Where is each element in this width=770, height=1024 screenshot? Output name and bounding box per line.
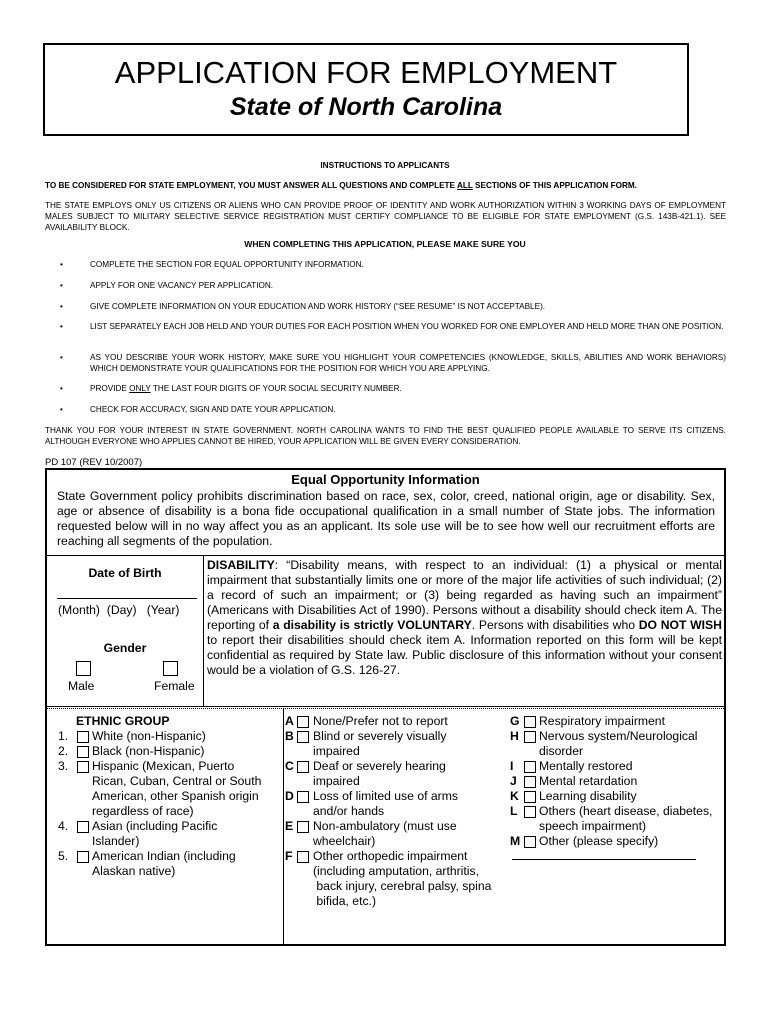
list-item-marker: M	[510, 834, 521, 848]
ssn-underlined: ONLY	[129, 384, 151, 393]
option-checkbox[interactable]	[524, 716, 536, 728]
bullet-text: APPLY FOR ONE VACANCY PER APPLICATION.	[90, 281, 274, 290]
bullet-icon: •	[60, 322, 63, 331]
divider	[47, 708, 724, 709]
option-label: Learning disability	[539, 789, 637, 803]
option-label: regardless of race)	[92, 804, 194, 818]
option-checkbox[interactable]	[297, 716, 309, 728]
divider	[47, 706, 724, 707]
option-label: Alaskan native)	[92, 864, 176, 878]
option-label: American Indian (including	[92, 849, 236, 863]
gender-label: Gender	[103, 641, 147, 655]
dob-format-label: (Month) (Day) (Year)	[58, 603, 180, 617]
option-label: Deaf or severely hearing	[313, 759, 446, 773]
male-checkbox[interactable]	[76, 661, 91, 676]
list-item-marker: L	[510, 804, 518, 818]
option-label: wheelchair)	[313, 834, 376, 848]
list-item-marker: K	[510, 789, 519, 803]
list-item-marker: A	[285, 714, 294, 728]
option-checkbox[interactable]	[297, 731, 309, 743]
bullet-icon: •	[60, 353, 63, 362]
option-checkbox[interactable]	[524, 776, 536, 788]
option-label: Others (heart disease, diabetes,	[539, 804, 713, 818]
bullet-text: LIST SEPARATELY EACH JOB HELD AND YOUR DUTIES FOR EACH POSITION WHEN YOU WORKED FOR ONE EMPLOYER AND HELD MORE THAN ONE POSITION.	[90, 322, 724, 331]
list-item-marker: 1.	[58, 729, 69, 743]
other-specify-field[interactable]	[512, 859, 696, 860]
list-item	[60, 259, 726, 271]
list-item-marker: C	[285, 759, 294, 773]
list-item-marker: I	[510, 759, 514, 773]
option-checkbox[interactable]	[77, 746, 89, 758]
female-label: Female	[154, 679, 195, 693]
instructions-line1-underlined: ALL	[456, 181, 473, 190]
ssn-tail: THE LAST FOUR DIGITS OF YOUR SOCIAL SECURITY NUMBER.	[150, 384, 402, 393]
option-label: impaired	[313, 774, 360, 788]
option-checkbox[interactable]	[77, 821, 89, 833]
list-item	[60, 321, 726, 345]
list-item-marker: 2.	[58, 744, 69, 758]
list-item-marker: B	[285, 729, 294, 743]
option-checkbox[interactable]	[297, 761, 309, 773]
bullet-icon: •	[60, 302, 63, 311]
list-item-marker: F	[285, 849, 293, 863]
page-subtitle: State of North Carolina	[229, 93, 503, 121]
disability-label: DISABILITY	[207, 558, 275, 572]
thank-you-text: THANK YOU FOR YOUR INTEREST IN STATE GOVERNMENT. NORTH CAROLINA WANTS TO FIND THE BEST QUALIFIED PEOPLE AVAILABLE TO SERVE ITS CITIZENS. ALTHOUGH EVERYONE WHO APPLIES CANNOT BE HIRED, YOUR APPLICATION WILL BE GIVEN EVERY CONSIDERATION.	[45, 426, 726, 446]
bullet-text: AS YOU DESCRIBE YOUR WORK HISTORY, MAKE SURE YOU HIGHLIGHT YOUR COMPETENCIES (KNOWLEDGE, SKILLS, ABILITIES AND WORK BEHAVIORS) WHICH DEMONSTRATE YOUR QUALIFICATIONS FOR THE POSITION FOR WHICH YOU ARE APPLYING.	[90, 353, 726, 373]
option-checkbox[interactable]	[77, 761, 89, 773]
instructions-heading: INSTRUCTIONS TO APPLICANTS	[320, 161, 450, 170]
list-item-marker: 3.	[58, 759, 69, 773]
date-of-birth-field[interactable]	[57, 598, 197, 599]
option-checkbox[interactable]	[524, 836, 536, 848]
option-label: Nervous system/Neurological	[539, 729, 698, 743]
list-item	[60, 383, 726, 395]
instructions-line1-text: TO BE CONSIDERED FOR STATE EMPLOYMENT, YOU MUST ANSWER ALL QUESTIONS AND COMPLETE	[45, 181, 457, 190]
option-label: and/or hands	[313, 804, 385, 818]
list-item-marker: E	[285, 819, 294, 833]
list-item-marker: D	[285, 789, 294, 803]
option-checkbox[interactable]	[297, 851, 309, 863]
bullet-icon: •	[60, 405, 63, 414]
instructions-subheading: WHEN COMPLETING THIS APPLICATION, PLEASE MAKE SURE YOU	[244, 239, 526, 249]
option-label: Respiratory impairment	[539, 714, 665, 728]
divider	[47, 555, 724, 556]
bullet-icon: •	[60, 384, 63, 393]
disability-text-mid: . Persons with disabilities who	[471, 618, 639, 632]
option-label: Islander)	[92, 834, 140, 848]
option-label: Mentally restored	[539, 759, 633, 773]
option-checkbox[interactable]	[524, 806, 536, 818]
ethnic-group-label: ETHNIC GROUP	[76, 714, 170, 728]
female-checkbox[interactable]	[163, 661, 178, 676]
option-label: Loss of limited use of arms	[313, 789, 458, 803]
option-label: Mental retardation	[539, 774, 638, 788]
disability-text-tail: to report their disabilities should check item A. Information reported on this form will be kept confidential as required by State law. Public disclosure of this information without your consent would be a violation of G.S. 126-27.	[207, 633, 722, 677]
title-box	[43, 43, 689, 136]
option-checkbox[interactable]	[77, 731, 89, 743]
option-label: bifida, etc.)	[313, 894, 376, 908]
bullet-text	[90, 383, 726, 394]
option-label: Asian (including Pacific	[92, 819, 218, 833]
list-item	[60, 404, 726, 416]
option-checkbox[interactable]	[524, 731, 536, 743]
equal-opportunity-section	[45, 468, 726, 946]
instructions-para2: THE STATE EMPLOYS ONLY US CITIZENS OR ALIENS WHO CAN PROVIDE PROOF OF IDENTITY AND WORK AUTHORIZATION WITHIN 3 WORKING DAYS OF EMPLOYMENT MALES SUBJECT TO MILITARY SELECTIVE SERVICE REGISTRATION MUST CERTIFY COMPLIANCE TO BE ELIGIBLE FOR STATE EMPLOYMENT (G.S. 143B-421.1). SEE AVAILABILITY BLOCK.	[45, 201, 726, 232]
option-label: Rican, Cuban, Central or South	[92, 774, 262, 788]
option-label: speech impairment)	[539, 819, 647, 833]
option-label: disorder	[539, 744, 584, 758]
bullet-text: GIVE COMPLETE INFORMATION ON YOUR EDUCATION AND WORK HISTORY (“SEE RESUME” IS NOT ACCEPTABLE).	[90, 302, 546, 311]
list-item-marker: G	[510, 714, 520, 728]
divider	[203, 555, 204, 706]
page-title: APPLICATION FOR EMPLOYMENT	[114, 55, 618, 90]
option-label: Hispanic (Mexican, Puerto	[92, 759, 235, 773]
option-label: back injury, cerebral palsy, spina	[313, 879, 492, 893]
option-checkbox[interactable]	[77, 851, 89, 863]
list-item	[60, 280, 726, 292]
eo-heading: Equal Opportunity Information	[291, 472, 480, 487]
option-label: None/Prefer not to report	[313, 714, 448, 728]
option-checkbox[interactable]	[297, 821, 309, 833]
instructions-line1-tail: SECTIONS OF THIS APPLICATION FORM.	[472, 181, 637, 190]
list-item-marker: H	[510, 729, 519, 743]
disability-definition	[207, 558, 722, 678]
bullet-icon: •	[60, 260, 63, 269]
option-label: Other orthopedic impairment	[313, 849, 468, 863]
disability-do-not-wish: DO NOT WISH	[638, 618, 722, 632]
bullet-text: COMPLETE THE SECTION FOR EQUAL OPPORTUNITY INFORMATION.	[90, 260, 364, 269]
ssn-text: PROVIDE	[90, 384, 130, 393]
option-label: Non-ambulatory (must use	[313, 819, 457, 833]
list-item-marker: 4.	[58, 819, 69, 833]
divider	[283, 708, 284, 946]
male-label: Male	[68, 679, 95, 693]
option-label: White (non-Hispanic)	[92, 729, 206, 743]
option-label: (including amputation, arthritis,	[313, 864, 479, 878]
eo-policy-text: State Government policy prohibits discrimination based on race, sex, color, creed, national origin, age or disability. Sex, age or absence of disability is a bona fide occupational qualification in a small number of State jobs. The information requested below will in no way affect you as an applicant. Its sole use will be to see how well our recruitment efforts are reaching all segments of the population.	[57, 489, 715, 548]
option-label: impaired	[313, 744, 360, 758]
list-item-marker: 5.	[58, 849, 69, 863]
disability-voluntary: a disability is strictly VOLUNTARY	[272, 618, 472, 632]
option-label: Blind or severely visually	[313, 729, 447, 743]
option-checkbox[interactable]	[297, 791, 309, 803]
option-checkbox[interactable]	[524, 761, 536, 773]
form-number: PD 107 (REV 10/2007)	[45, 457, 143, 468]
option-label: Black (non-Hispanic)	[92, 744, 205, 758]
bullet-icon: •	[60, 281, 63, 290]
list-item	[60, 352, 726, 376]
disability-text: : “Disability means, with respect to an individual: (1) a physical or mental impairment that substantially limits one or more of the major life activities of such individual; (2) a record of such an impairment; or (3) being regarded as having such an impairment” (Americans with Disabilities Act of 1990). Persons without a disability should check item A. The reporting of	[207, 558, 722, 632]
instructions-line1	[45, 180, 735, 191]
option-checkbox[interactable]	[524, 791, 536, 803]
bullet-text: CHECK FOR ACCURACY, SIGN AND DATE YOUR APPLICATION.	[90, 405, 336, 414]
list-item-marker: J	[510, 774, 517, 788]
list-item	[60, 301, 726, 313]
option-label: Other (please specify)	[539, 834, 659, 848]
date-of-birth-label: Date of Birth	[88, 566, 162, 580]
option-label: American, other Spanish origin	[92, 789, 259, 803]
